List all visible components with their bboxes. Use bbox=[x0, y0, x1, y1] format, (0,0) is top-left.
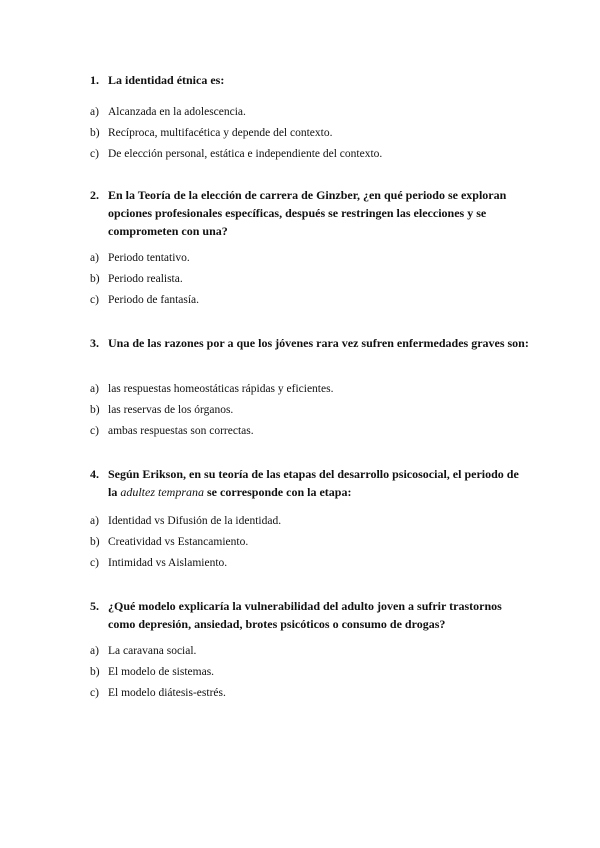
option-letter: b) bbox=[90, 273, 100, 285]
question-heading bbox=[90, 465, 530, 501]
option-text: Intimidad vs Aislamiento. bbox=[108, 557, 228, 569]
option-text: las respuestas homeostáticas rápidas y eficientes. bbox=[108, 383, 334, 395]
option-letter: a) bbox=[90, 383, 99, 395]
options-5 bbox=[90, 641, 530, 704]
question-text: Una de las razones por a que los jóvenes rara vez sufren enfermedades graves son: bbox=[108, 336, 529, 350]
question-number: 5. bbox=[90, 599, 99, 613]
option-letter: a) bbox=[90, 252, 99, 264]
option-text: ambas respuestas son correctas. bbox=[108, 425, 254, 437]
option-text: Identidad vs Difusión de la identidad. bbox=[108, 515, 282, 527]
question-text: En la Teoría de la elección de carrera de Ginzber, ¿en qué periodo se exploran opciones profesionales específicas, después se restringen las elecciones y se comprometen con una? bbox=[108, 188, 507, 238]
option-text: Periodo tentativo. bbox=[108, 252, 190, 264]
question-2 bbox=[90, 186, 530, 240]
options-1 bbox=[90, 102, 530, 165]
question-number: 1. bbox=[90, 73, 99, 87]
option-letter: a) bbox=[90, 645, 99, 657]
option-b bbox=[90, 532, 530, 553]
option-text: Periodo realista. bbox=[108, 273, 183, 285]
option-letter: c) bbox=[90, 557, 99, 569]
question-text: La identidad étnica es: bbox=[108, 73, 225, 87]
option-letter: b) bbox=[90, 536, 100, 548]
options-2 bbox=[90, 248, 530, 311]
option-text: Periodo de fantasía. bbox=[108, 294, 200, 306]
option-letter: b) bbox=[90, 666, 100, 678]
options-4 bbox=[90, 511, 530, 574]
question-text: ¿Qué modelo explicaría la vulnerabilidad del adulto joven a sufrir trastornos como depresión, ansiedad, brotes psicóticos o consumo de drogas? bbox=[108, 599, 502, 631]
option-text: La caravana social. bbox=[108, 645, 197, 657]
option-text: El modelo diátesis-estrés. bbox=[108, 687, 226, 699]
option-c bbox=[90, 290, 530, 311]
question-heading bbox=[90, 334, 530, 352]
option-a bbox=[90, 641, 530, 662]
option-c bbox=[90, 683, 530, 704]
option-letter: c) bbox=[90, 148, 99, 160]
option-letter: b) bbox=[90, 127, 100, 139]
option-a bbox=[90, 511, 530, 532]
option-text: las reservas de los órganos. bbox=[108, 404, 234, 416]
option-c bbox=[90, 421, 530, 442]
option-letter: a) bbox=[90, 106, 99, 118]
option-b bbox=[90, 400, 530, 421]
question-3 bbox=[90, 334, 530, 352]
option-letter: c) bbox=[90, 294, 99, 306]
question-heading bbox=[90, 71, 530, 89]
option-letter: c) bbox=[90, 687, 99, 699]
question-heading bbox=[90, 597, 530, 633]
question-text-before: Según Erikson, en su teoría de las etapas del desarrollo psicosocial, el periodo de la bbox=[108, 467, 519, 499]
option-a bbox=[90, 379, 530, 400]
question-heading bbox=[90, 186, 530, 240]
option-text: Recíproca, multifacética y depende del contexto. bbox=[108, 127, 333, 139]
option-letter: c) bbox=[90, 425, 99, 437]
option-a bbox=[90, 102, 530, 123]
option-b bbox=[90, 662, 530, 683]
question-5 bbox=[90, 597, 530, 633]
question-number: 4. bbox=[90, 467, 99, 481]
question-number: 2. bbox=[90, 188, 99, 202]
option-b bbox=[90, 269, 530, 290]
option-text: De elección personal, estática e independiente del contexto. bbox=[108, 148, 383, 160]
option-text: Alcanzada en la adolescencia. bbox=[108, 106, 246, 118]
option-a bbox=[90, 248, 530, 269]
option-text: Creatividad vs Estancamiento. bbox=[108, 536, 249, 548]
question-text-after: se corresponde con la etapa: bbox=[204, 485, 352, 499]
question-text bbox=[108, 465, 530, 501]
option-letter: a) bbox=[90, 515, 99, 527]
question-1 bbox=[90, 71, 530, 89]
option-c bbox=[90, 553, 530, 574]
option-letter: b) bbox=[90, 404, 100, 416]
option-c bbox=[90, 144, 530, 165]
question-text-italic: adultez temprana bbox=[120, 485, 205, 499]
options-3 bbox=[90, 379, 530, 442]
question-number: 3. bbox=[90, 336, 99, 350]
option-b bbox=[90, 123, 530, 144]
option-text: El modelo de sistemas. bbox=[108, 666, 215, 678]
question-4 bbox=[90, 465, 530, 501]
